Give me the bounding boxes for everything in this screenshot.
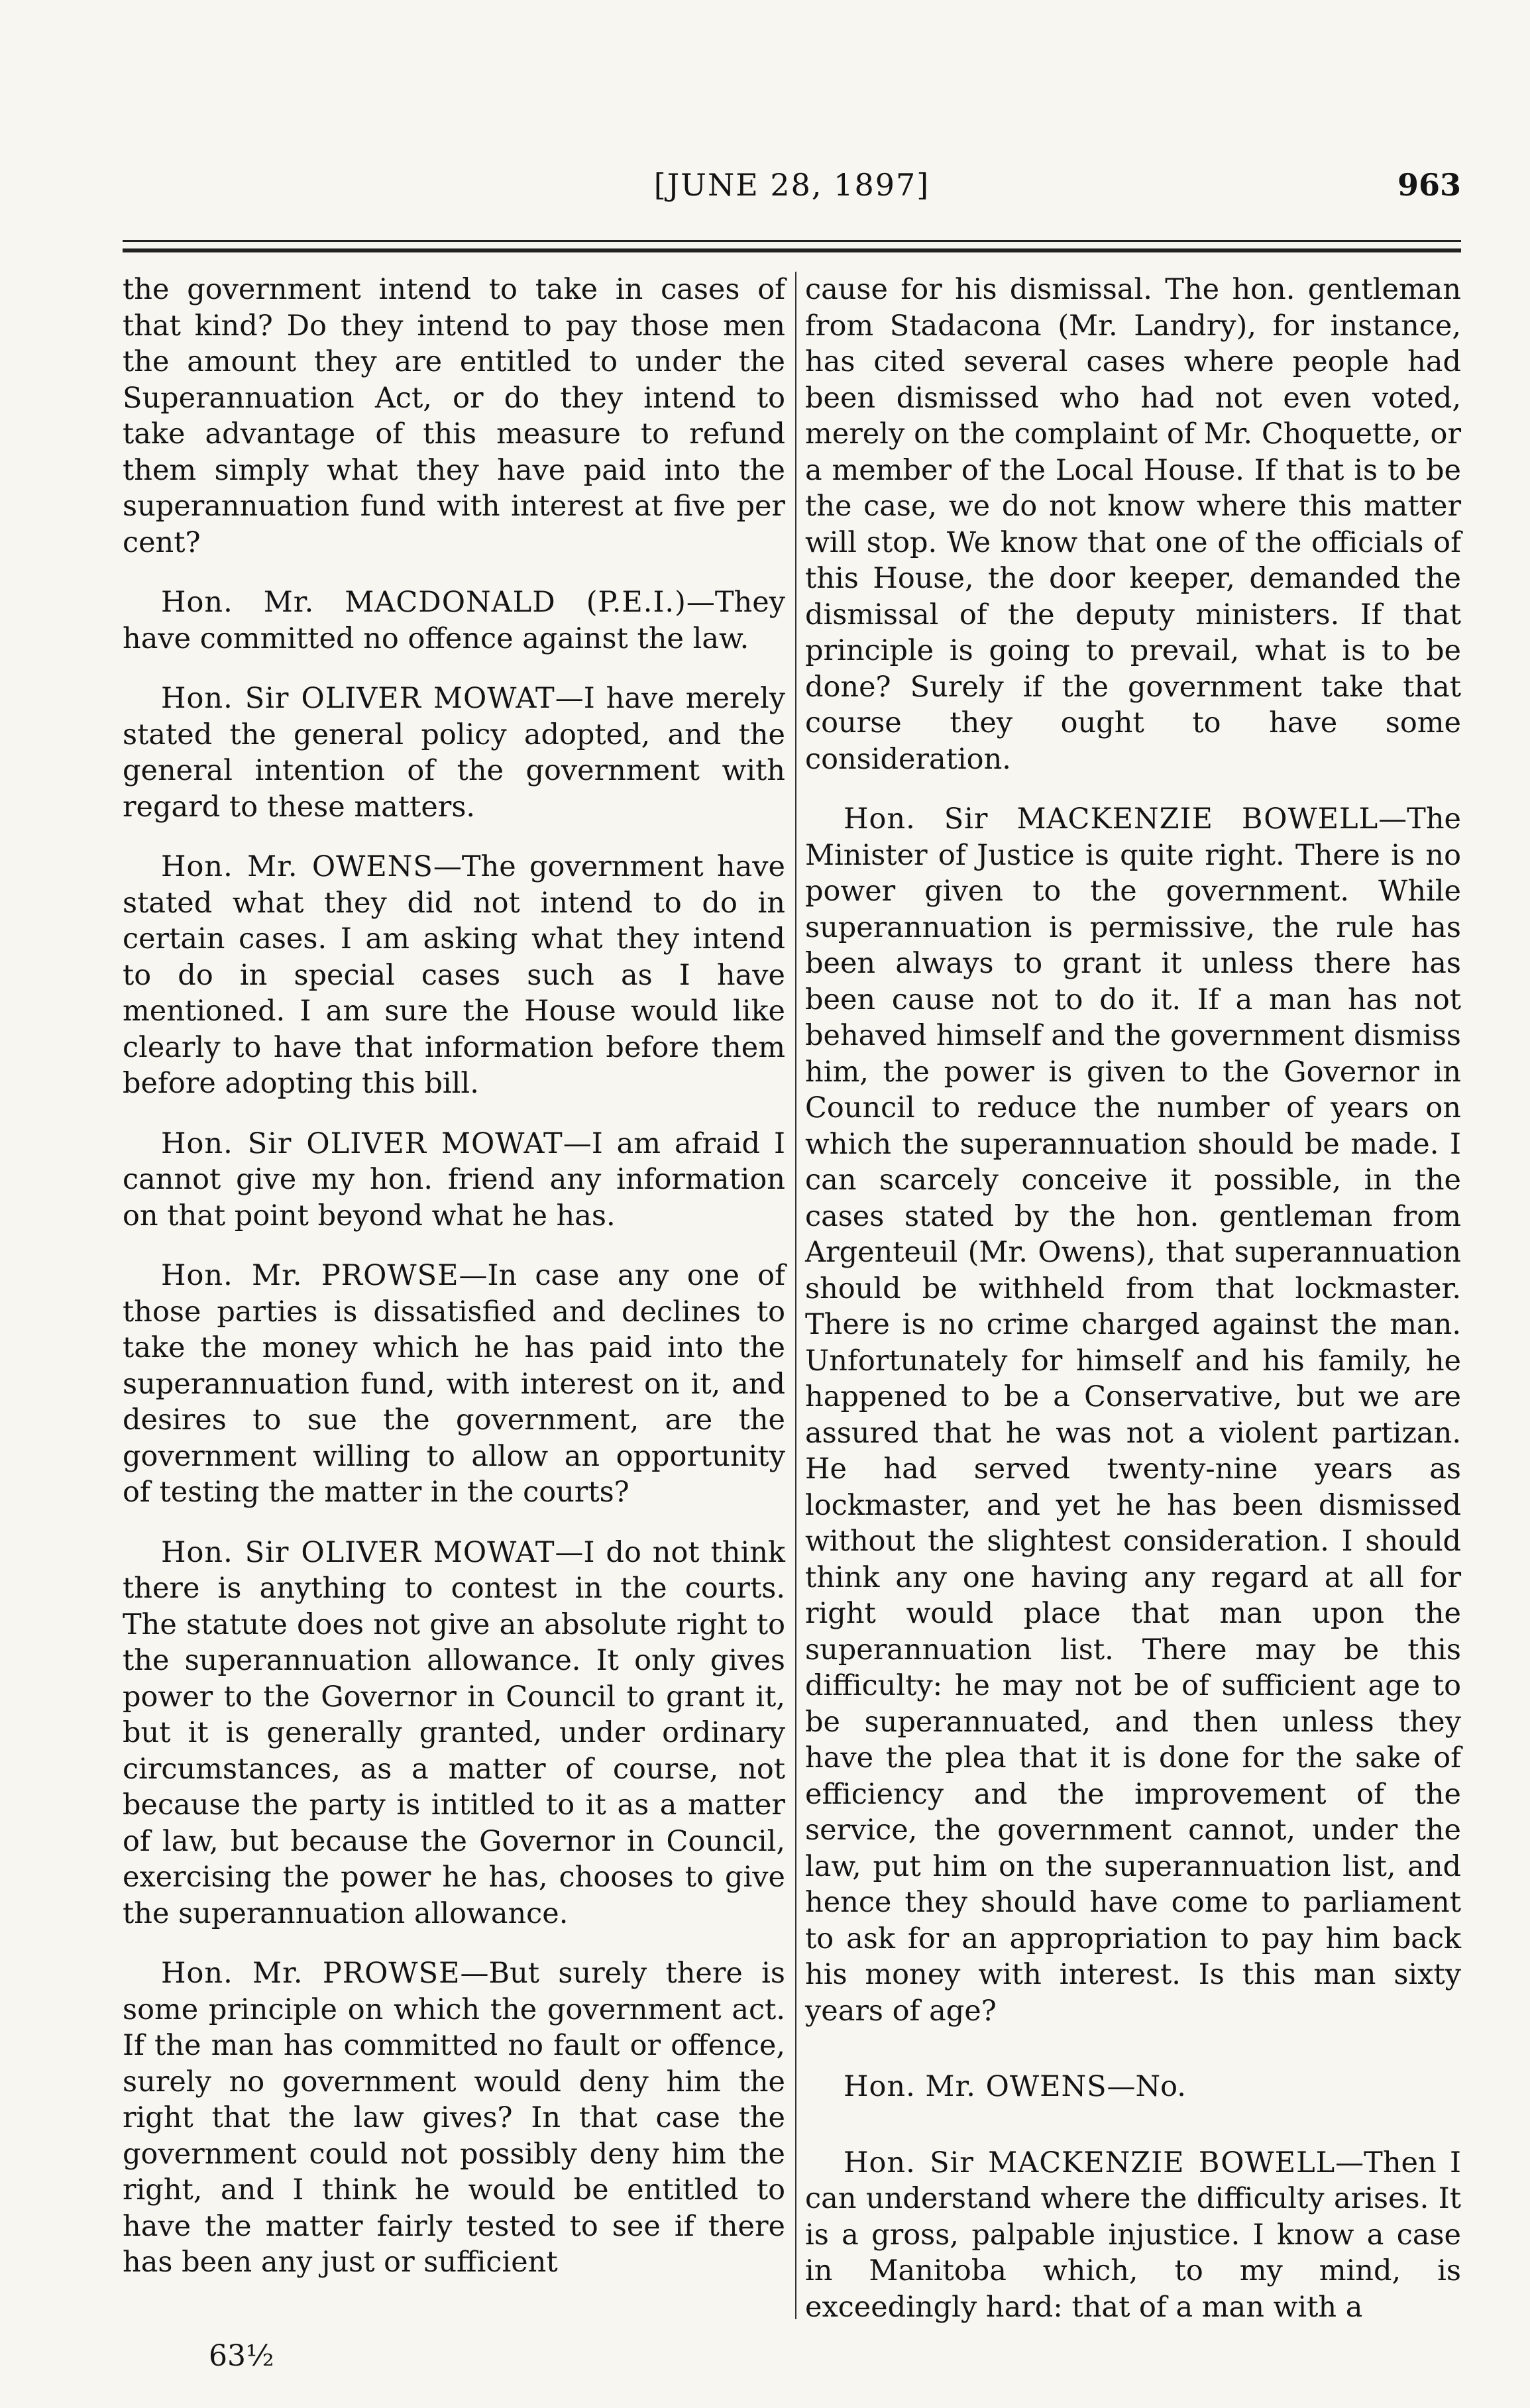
speech-text: —I have merely stated the general policy adopted, and the general intention of the government with regard to these matters. bbox=[123, 682, 785, 824]
page-number: 963 bbox=[1397, 167, 1461, 203]
speech-text: —The government have stated what they did not intend to do in certain cases. I am asking what they intend to do in special cases such as I have mentioned. I am sure the House would like clearly to have that information before them before adopting this bill. bbox=[123, 850, 785, 1100]
speaker-name: Hon. Mr. OWENS bbox=[161, 850, 433, 883]
header-rule-thick bbox=[123, 248, 1461, 252]
speech-text: —I am afraid I cannot give my hon. friend any information on that point beyond what he has. bbox=[123, 1126, 785, 1232]
paragraph bbox=[805, 2069, 1461, 2105]
paragraph bbox=[805, 801, 1461, 2029]
column-divider bbox=[795, 272, 796, 2319]
speaker-name: Hon. Sir MACKENZIE BOWELL bbox=[844, 2146, 1336, 2179]
paragraph bbox=[123, 1955, 785, 2281]
paragraph bbox=[123, 681, 785, 825]
paragraph bbox=[123, 1535, 785, 1932]
speech-text: —Then I can understand where the difficulty arises. It is a gross, palpable injustice. I know a case in Manitoba which, to my mind, is exceedingly hard: that of a man with a bbox=[805, 2146, 1461, 2324]
paragraph bbox=[123, 1258, 785, 1511]
speaker-name: Hon. Mr. OWENS bbox=[844, 2070, 1107, 2103]
speaker-name: Hon. Mr. PROWSE bbox=[161, 1957, 461, 1990]
speech-text: —They have committed no offence against the law. bbox=[123, 586, 785, 655]
header-date: [JUNE 28, 1897] bbox=[653, 167, 930, 203]
paragraph: cause for his dismissal. The hon. gentleman from Stadacona (Mr. Landry), for instance, has cited several cases where people had been dismissed who had not even voted, merely on the complaint of Mr. Choquette, or a member of the Local House. If that is to be the case, we do not know where this matter will stop. We know that one of the officials of this House, the door keeper, demanded the dismissal of the deputy ministers. If that principle is going to prevail, what is to be done? Surely if the government take that course they ought to have some consideration. bbox=[805, 273, 1461, 776]
page-header bbox=[123, 167, 1461, 213]
paragraph bbox=[805, 2145, 1461, 2326]
paragraph bbox=[123, 849, 785, 1102]
speaker-name: Hon. Sir OLIVER MOWAT bbox=[161, 1535, 555, 1569]
right-column bbox=[805, 272, 1461, 2349]
speech-text: —I do not think there is anything to contest in the courts. The statute does not give an absolute right to the superannuation allowance. It only gives power to the Governor in Council to grant it, but it is generally granted, under ordinary circumstances, as a matter of course, not because the party is intitled to it as a matter of law, but because the Governor in Council, exercising the power he has, chooses to give the superannuation allowance. bbox=[123, 1535, 785, 1930]
signature-mark: 63½ bbox=[209, 2339, 274, 2373]
paragraph bbox=[123, 584, 785, 657]
speaker-name: Hon. Sir OLIVER MOWAT bbox=[161, 1126, 563, 1160]
speech-text: —No. bbox=[1107, 2070, 1186, 2103]
speaker-name: Hon. Sir OLIVER MOWAT bbox=[161, 682, 555, 715]
speaker-name: Hon. Mr. MACDONALD (P.E.I.) bbox=[161, 586, 686, 619]
header-rule-thin bbox=[123, 240, 1461, 242]
speaker-name: Hon. Mr. PROWSE bbox=[161, 1259, 459, 1292]
left-column bbox=[123, 272, 785, 2305]
paragraph: the government intend to take in cases of that kind? Do they intend to pay those men the amount they are entitled to under the Superannuation Act, or do they intend to take advantage of this measure to refund them simply what they have paid into the superannuation fund with interest at five per cent? bbox=[123, 273, 785, 559]
speaker-name: Hon. Sir MACKENZIE BOWELL bbox=[844, 802, 1379, 836]
speech-text: —But surely there is some principle on which the government act. If the man has committed no fault or offence, surely no government would deny him the right that the law gives? In that case the government could not possibly deny him the right, and I think he would be entitled to have the matter fairly tested to see if there has been any just or sufficient bbox=[123, 1957, 785, 2279]
paragraph bbox=[123, 1126, 785, 1234]
speech-text: —The Minister of Justice is quite right. There is no power given to the government. While superannuation is permissive, the rule has been always to grant it unless there has been cause not to do it. If a man has not behaved himself and the government dismiss him, the power is given to the Governor in Council to reduce the number of years on which the superannuation should be made. I can scarcely conceive it possible, in the cases stated by the hon. gentleman from Argenteuil (Mr. Owens), that superannuation should be withheld from that lockmaster. There is no crime charged against the man. Unfortunately for himself and his family, he happened to be a Conservative, but we are assured that he was not a violent partizan. He had served twenty-nine years as lockmaster, and yet he has been dismissed without the slightest consideration. I should think any one having any regard at all for right would place that man upon the superannuation list. There may be this difficulty: he may not be of sufficient age to be superannuated, and then unless they have the plea that it is done for the sake of efficiency and the improvement of the service, the government cannot, under the law, put him on the superannuation list, and hence they should have come to parliament to ask for an appropriation to pay him back his money with interest. Is this man sixty years of age? bbox=[805, 802, 1461, 2028]
speech-text: —In case any one of those parties is dissatisfied and declines to take the money which he has paid into the superannuation fund, with interest on it, and desires to sue the government, are the government willing to allow an opportunity of testing the matter in the courts? bbox=[123, 1259, 785, 1509]
